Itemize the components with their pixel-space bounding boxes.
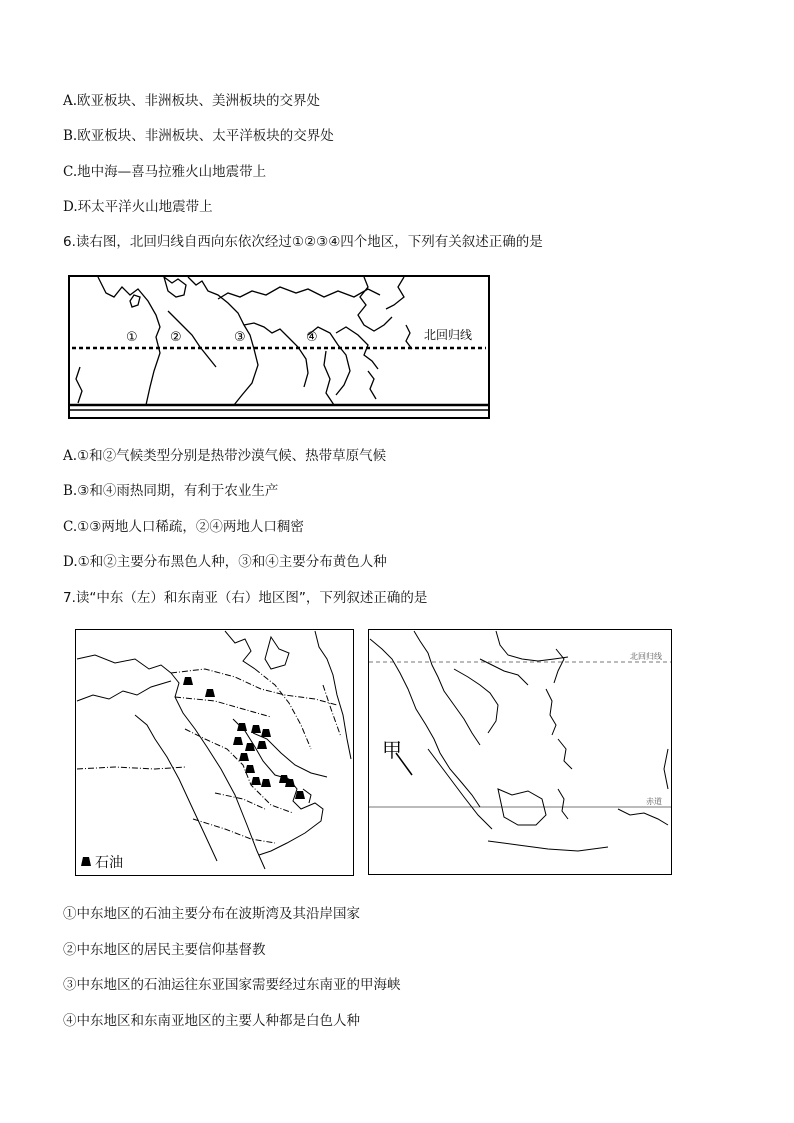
q7-statement-1: ①中东地区的石油主要分布在波斯湾及其沿岸国家 (63, 906, 360, 922)
q6-option-c: C.①③两地人口稀疏，②④两地人口稠密 (63, 519, 304, 535)
q7-statement-4: ④中东地区和东南亚地区的主要人种都是白色人种 (63, 1013, 360, 1029)
equator-label: 赤道 (646, 797, 662, 806)
middle-east-map (75, 629, 354, 876)
q7-statement-2: ②中东地区的居民主要信仰基督教 (63, 942, 266, 958)
tropic-map (68, 275, 490, 419)
q6-option-b: B.③和④雨热同期，有利于农业生产 (63, 483, 279, 499)
tropic-label: 北回归线 (424, 328, 473, 342)
q6-option-d: D.①和②主要分布黑色人种，③和④主要分布黄色人种 (63, 554, 387, 570)
marker-4: ④ (306, 330, 318, 345)
place-label-jia: 甲 (382, 738, 402, 762)
marker-2: ② (170, 330, 182, 345)
q5-option-b: B.欧亚板块、非洲板块、太平洋板块的交界处 (63, 128, 334, 144)
q6-option-a: A.①和②气候类型分别是热带沙漠气候、热带草原气候 (63, 448, 387, 464)
q5-option-a: A.欧亚板块、非洲板块、美洲板块的交界处 (63, 93, 321, 109)
q5-option-c: C.地中海—喜马拉雅火山地震带上 (63, 164, 267, 180)
marker-3: ③ (234, 330, 246, 345)
marker-1: ① (126, 330, 138, 345)
southeast-asia-map (368, 629, 672, 875)
q7-statement-3: ③中东地区的石油运往东亚国家需要经过东南亚的甲海峡 (63, 977, 401, 993)
q5-option-d: D.环太平洋火山地震带上 (63, 199, 213, 215)
q6-stem: 6.读右图，北回归线自西向东依次经过①②③④四个地区，下列有关叙述正确的是 (63, 234, 543, 250)
q7-stem: 7.读“中东（左）和东南亚（右）地区图”，下列叙述正确的是 (63, 590, 428, 606)
legend-label: 石油 (95, 855, 123, 871)
tropic-label: 北回归线 (630, 652, 662, 661)
